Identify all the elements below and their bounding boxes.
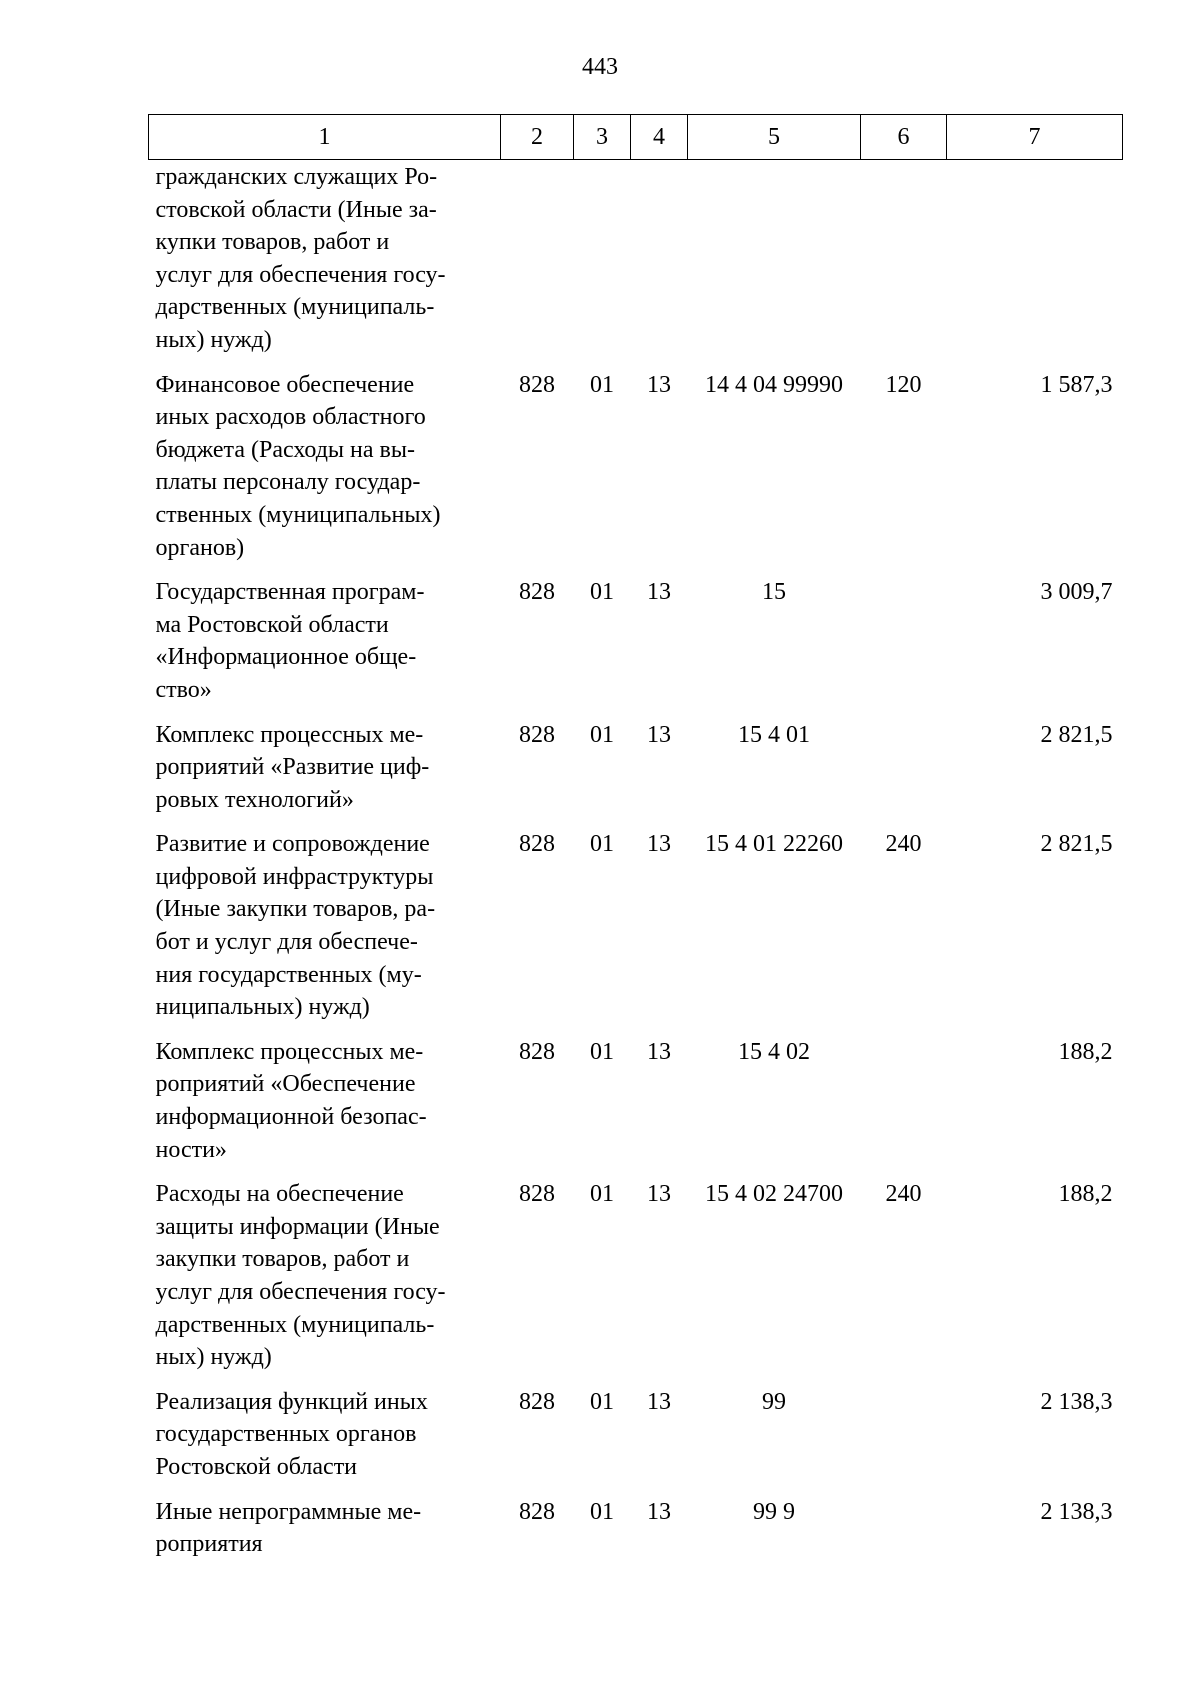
- item-name-line: стовской области (Иные за-: [155, 196, 437, 223]
- item-name-cell: [149, 719, 501, 829]
- section-code-cell: 01: [590, 1181, 614, 1208]
- item-name-line: (Иные закупки товаров, ра-: [155, 896, 436, 923]
- item-name-line: закупки товаров, работ и: [155, 1246, 410, 1273]
- expense-type-cell: 240: [885, 831, 922, 858]
- item-name-line: органов): [155, 534, 245, 561]
- table-row: [149, 160, 1123, 369]
- item-name-cell: [149, 1036, 501, 1178]
- item-name-cell: [149, 576, 501, 718]
- expense-type-cell: [861, 160, 947, 369]
- item-name-line: «Информационное обще-: [155, 644, 417, 671]
- header-col-6: 6: [861, 115, 947, 160]
- item-name-line: ровых технологий»: [155, 786, 354, 813]
- header-col-7: 7: [947, 115, 1123, 160]
- header-col-4: 4: [631, 115, 688, 160]
- item-name-line: Комплекс процессных ме-: [155, 1038, 424, 1065]
- section-code-cell: 01: [590, 831, 614, 858]
- target-item-code-cell: 99 9: [753, 1498, 795, 1525]
- table-body: [149, 160, 1123, 1573]
- table-row: [149, 828, 1123, 1036]
- chapter-code-cell: 828: [519, 1388, 555, 1415]
- item-name-line: ниципальных) нужд): [155, 994, 370, 1021]
- target-item-code-cell: 15: [762, 579, 786, 606]
- item-name-line: ных) нужд): [155, 1344, 272, 1371]
- subsection-code-cell: 13: [647, 1038, 671, 1065]
- subsection-code-cell: 13: [647, 1498, 671, 1525]
- section-code-cell: 01: [590, 371, 614, 398]
- item-name-line: Комплекс процессных ме-: [155, 721, 424, 748]
- section-code-cell: [574, 160, 631, 369]
- item-name-line: информационной безопас-: [155, 1104, 427, 1131]
- table-row: [149, 1178, 1123, 1386]
- item-name-line: ности»: [155, 1136, 227, 1163]
- section-code-cell: 01: [590, 1498, 614, 1525]
- table-row: [149, 719, 1123, 829]
- amount-cell: 2 821,5: [1040, 831, 1113, 858]
- header-col-5: 5: [688, 115, 861, 160]
- item-name-line: ния государственных (му-: [155, 961, 422, 988]
- item-name-line: Иные непрограммные ме-: [155, 1498, 422, 1525]
- item-name-line: государственных органов: [155, 1421, 417, 1448]
- item-name-line: Реализация функций иных: [155, 1388, 428, 1415]
- item-name-line: дарственных (муниципаль-: [155, 294, 435, 321]
- table-row: [149, 1386, 1123, 1496]
- table-header: [149, 115, 1123, 160]
- expense-type-cell: [861, 576, 947, 718]
- chapter-code-cell: 828: [519, 1498, 555, 1525]
- item-name-cell: [149, 1496, 501, 1573]
- item-name-line: иных расходов областного: [155, 404, 426, 431]
- item-name-cell: [149, 1386, 501, 1496]
- amount-cell: [947, 160, 1123, 369]
- item-name-line: Развитие и сопровождение: [155, 831, 430, 858]
- chapter-code-cell: 828: [519, 1038, 555, 1065]
- item-name-cell: [149, 369, 501, 577]
- amount-cell: 2 138,3: [1040, 1498, 1113, 1525]
- subsection-code-cell: 13: [647, 1388, 671, 1415]
- target-item-code-cell: 15 4 01: [738, 721, 810, 748]
- table-row: [149, 1036, 1123, 1178]
- section-code-cell: 01: [590, 1038, 614, 1065]
- section-code-cell: 01: [590, 1388, 614, 1415]
- expense-type-cell: [861, 1036, 947, 1178]
- expense-type-cell: 240: [885, 1181, 922, 1208]
- subsection-code-cell: 13: [647, 371, 671, 398]
- chapter-code-cell: 828: [519, 371, 555, 398]
- item-name-line: бюджета (Расходы на вы-: [155, 436, 415, 463]
- subsection-code-cell: 13: [647, 831, 671, 858]
- expense-type-cell: [861, 1386, 947, 1496]
- subsection-code-cell: [631, 160, 688, 369]
- section-code-cell: 01: [590, 721, 614, 748]
- expense-type-cell: [861, 1496, 947, 1573]
- target-item-code-cell: 99: [762, 1388, 786, 1415]
- table-row: [149, 1496, 1123, 1573]
- table-row: [149, 369, 1123, 577]
- item-name-cell: [149, 160, 501, 369]
- amount-cell: 1 587,3: [1040, 371, 1113, 398]
- item-name-line: бот и услуг для обеспече-: [155, 929, 418, 956]
- header-col-3: 3: [574, 115, 631, 160]
- item-name-line: роприятия: [155, 1531, 263, 1558]
- item-name-cell: [149, 1178, 501, 1386]
- expense-type-cell: [861, 719, 947, 829]
- budget-table: [148, 114, 1123, 1573]
- amount-cell: 3 009,7: [1040, 579, 1113, 606]
- item-name-line: ство»: [155, 676, 212, 703]
- amount-cell: 188,2: [1058, 1181, 1113, 1208]
- target-item-code-cell: 15 4 01 22260: [705, 831, 843, 858]
- item-name-line: роприятий «Развитие циф-: [155, 754, 430, 781]
- item-name-line: цифровой инфраструктуры: [155, 863, 434, 890]
- page-number: 443: [582, 54, 618, 80]
- subsection-code-cell: 13: [647, 1181, 671, 1208]
- target-item-code-cell: 14 4 04 99990: [705, 371, 843, 398]
- item-name-line: гражданских служащих Ро-: [155, 164, 438, 190]
- amount-cell: 188,2: [1058, 1038, 1113, 1065]
- chapter-code-cell: 828: [519, 1181, 555, 1208]
- target-item-code-cell: [688, 160, 861, 369]
- header-row: [149, 115, 1123, 160]
- target-item-code-cell: 15 4 02: [738, 1038, 810, 1065]
- item-name-line: ственных (муниципальных): [155, 501, 441, 528]
- item-name-line: Государственная програм-: [155, 579, 425, 606]
- item-name-cell: [149, 828, 501, 1036]
- item-name-line: услуг для обеспечения госу-: [155, 1279, 446, 1305]
- header-col-2: 2: [501, 115, 574, 160]
- item-name-line: Расходы на обеспечение: [155, 1181, 404, 1208]
- subsection-code-cell: 13: [647, 721, 671, 748]
- item-name-line: Финансовое обеспечение: [155, 371, 415, 398]
- amount-cell: 2 821,5: [1040, 721, 1113, 748]
- item-name-line: роприятий «Обеспечение: [155, 1071, 416, 1098]
- section-code-cell: 01: [590, 579, 614, 606]
- item-name-line: дарственных (муниципаль-: [155, 1311, 435, 1338]
- amount-cell: 2 138,3: [1040, 1388, 1113, 1415]
- chapter-code-cell: 828: [519, 579, 555, 606]
- item-name-line: ных) нужд): [155, 326, 272, 353]
- item-name-line: ма Ростовской области: [155, 611, 389, 638]
- chapter-code-cell: [501, 160, 574, 369]
- item-name-line: платы персоналу государ-: [155, 469, 421, 496]
- subsection-code-cell: 13: [647, 579, 671, 606]
- item-name-line: услуг для обеспечения госу-: [155, 261, 446, 288]
- expense-type-cell: 120: [885, 371, 922, 398]
- chapter-code-cell: 828: [519, 831, 555, 858]
- target-item-code-cell: 15 4 02 24700: [705, 1181, 843, 1208]
- item-name-line: купки товаров, работ и: [155, 229, 390, 256]
- item-name-line: Ростовской области: [155, 1453, 358, 1480]
- table-row: [149, 576, 1123, 718]
- chapter-code-cell: 828: [519, 721, 555, 748]
- item-name-line: защиты информации (Иные: [155, 1213, 440, 1240]
- header-col-1: 1: [149, 115, 501, 160]
